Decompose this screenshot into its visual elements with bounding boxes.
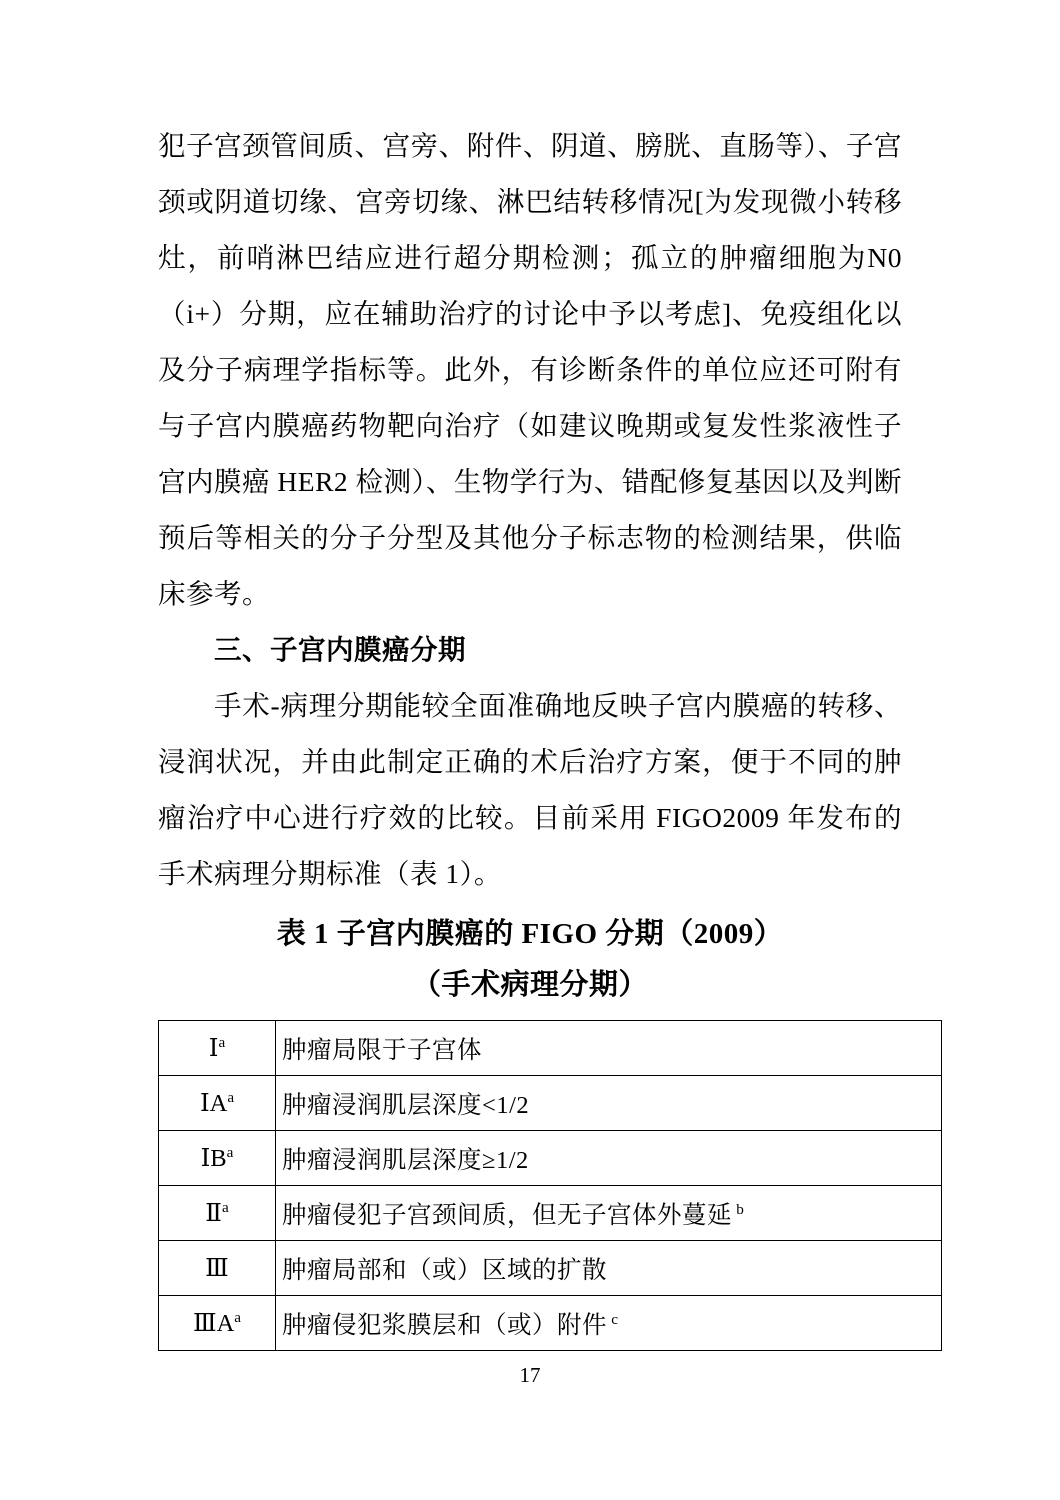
stage-cell: $ⅠA^a$ xyxy=(159,1076,276,1131)
stage-footnote-marker: a xyxy=(221,1198,229,1216)
table-row xyxy=(159,1296,942,1351)
table-row xyxy=(159,1021,942,1076)
description-footnote-marker: c xyxy=(607,1310,619,1328)
table-row xyxy=(159,1186,942,1241)
stage-description-cell: 肿瘤局限于子宫体 xyxy=(276,1021,942,1076)
stage-cell: $ⅠB^a$ xyxy=(159,1131,276,1186)
stage-description-cell: 肿瘤侵犯子宫颈间质，但无子宫体外蔓延 $^b$ xyxy=(276,1186,942,1241)
stage-footnote-marker: a xyxy=(226,1143,234,1161)
description-footnote-marker: b xyxy=(732,1200,745,1218)
stage-description-cell: 肿瘤局部和（或）区域的扩散 xyxy=(276,1241,942,1296)
stage-cell: $ⅢA^a$ xyxy=(159,1296,276,1351)
section-heading: 三、子宫内膜癌分期 xyxy=(214,634,466,665)
page-number: 17 xyxy=(519,1363,541,1387)
stage-cell: Ⅰ$^a$ xyxy=(159,1021,276,1076)
table-row xyxy=(159,1076,942,1131)
figo-staging-table xyxy=(158,1020,942,1351)
table-title: 表 1 子宫内膜癌的 FIGO 分期（2009） xyxy=(276,918,784,950)
table-row xyxy=(159,1241,942,1296)
stage-description-cell: 肿瘤侵犯浆膜层和（或）附件 $^c$ xyxy=(276,1296,942,1351)
stage-footnote-marker: a xyxy=(227,1088,235,1106)
table-subtitle: （手术病理分期） xyxy=(411,969,648,1001)
stage-description-cell: 肿瘤浸润肌层深度<1/2 xyxy=(276,1076,942,1131)
section-paragraph: 手术-病理分期能较全面准确地反映子宫内膜癌的转移、浸润状况，并由此制定正确的术后治疗方案，便于不同的肿瘤治疗中心进行疗效的比较。目前采用 FIGO2009 年发布的手术病理分期标准（表 1）。 xyxy=(158,690,902,889)
table-row xyxy=(159,1131,942,1186)
paragraph-continuation: 犯子宫颈管间质、宫旁、附件、阴道、膀胱、直肠等）、子宫颈或阴道切缘、宫旁切缘、淋巴结转移情况[为发现微小转移灶，前哨淋巴结应进行超分期检测；孤立的肿瘤细胞为N0（i+）分期，应在辅助治疗的讨论中予以考虑]、免疫组化以及分子病理学指标等。此外，有诊断条件的单位应还可附有与子宫内膜癌药物靶向治疗（如建议晚期或复发性浆液性子宫内膜癌 HER2 检测）、生物学行为、错配修复基因以及判断预后等相关的分子分型及其他分子标志物的检测结果，供临床参考。 xyxy=(158,130,902,609)
stage-cell: Ⅱ$^a$ xyxy=(159,1186,276,1241)
stage-cell: Ⅲ xyxy=(159,1241,276,1296)
stage-description-cell: 肿瘤浸润肌层深度≥1/2 xyxy=(276,1131,942,1186)
stage-footnote-marker: a xyxy=(234,1308,242,1326)
stage-footnote-marker: a xyxy=(218,1033,226,1051)
